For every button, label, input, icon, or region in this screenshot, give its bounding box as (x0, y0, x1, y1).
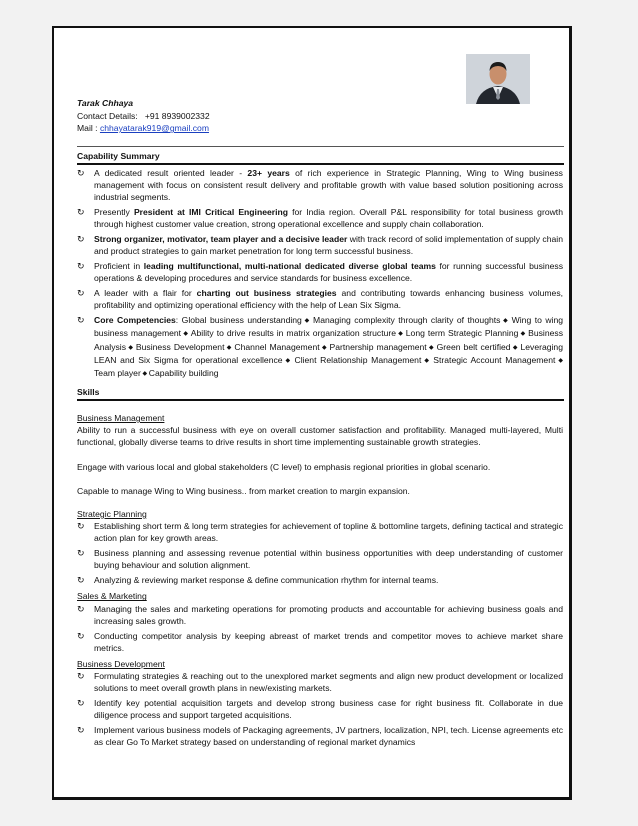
strategic-planning-title: Strategic Planning (77, 509, 147, 520)
diamond-icon: ◆ (518, 331, 529, 338)
list-item: ↻ Identify key potential acquisition targets and develop strong business case for right business fit. Collaborate in due diligence process and support targeted acquisitions. (77, 698, 563, 721)
refresh-circle-icon: ↻ (77, 288, 85, 299)
list-item: ↻ Presently President at IMI Critical Engineering for India region. Overall P&L responsibility for total business growth through highest customer value creation, strong operational excellence and supply chain collaboration. (77, 207, 563, 230)
capability-heading: Capability Summary (77, 150, 564, 165)
refresh-circle-icon: ↻ (77, 603, 85, 614)
diamond-icon: ◆ (282, 357, 295, 364)
refresh-circle-icon: ↻ (77, 207, 85, 218)
list-item: ↻ Strong organizer, motivator, team player and a decisive leader with track record of solid implementation of supply chain and product strategies to gain market penetration for long term successful business. (77, 234, 563, 257)
skills-heading: Skills (77, 386, 564, 401)
diamond-icon: ◆ (224, 344, 235, 351)
refresh-circle-icon: ↻ (77, 548, 85, 559)
bm-paragraph: Ability to run a successful business with eye on overall customer satisfaction and profitability. Managed multi-layered, Multi functional, globally diverse teams to drive results in short time implementing sustainable growth strategies. (77, 425, 563, 448)
bm-paragraph: Capable to manage Wing to Wing business.. from market creation to margin expansion. (77, 485, 410, 496)
core-competencies-item: ↻ Core Competencies: Global business understanding ◆ Managing complexity through clarity of thoughts ◆ Wing to wing business management ◆ Ability to drive results in matrix organization structure ◆ Long term Strategic Planning ◆ Business Analysis ◆ Business Development ◆ Channel Management ◆ Partnership management ◆ Green belt certified ◆ Leveraging LEAN and Six Sigma for operational excellence ◆ Client Relationship Management ◆ Strategic Account Management ◆ Team player ◆ Capability building (77, 315, 564, 379)
diamond-icon: ◆ (426, 344, 437, 351)
list-item: ↻ Business planning and assessing revenue potential within business opportunities with deep understanding of customer buying behaviour and solution alignment. (77, 548, 563, 571)
refresh-circle-icon: ↻ (77, 671, 85, 682)
list-item: ↻ Proficient in leading multifunctional, multi-national dedicated diverse global teams for running successful business operations & developing procedures and service standards for business excellence. (77, 261, 563, 284)
business-development-title: Business Development (77, 659, 165, 670)
diamond-icon: ◆ (421, 357, 434, 364)
capability-list (77, 167, 563, 383)
diamond-icon: ◆ (126, 344, 136, 351)
list-item: ↻ Analyzing & reviewing market response & define communication rhythm for internal teams. (77, 575, 439, 586)
refresh-circle-icon: ↻ (77, 261, 85, 272)
list-item: ↻ Conducting competitor analysis by keeping abreast of market trends and competitor moves to achieve market share metrics. (77, 630, 563, 653)
candidate-name: Tarak Chhaya (77, 98, 134, 108)
refresh-circle-icon: ↻ (77, 168, 85, 178)
diamond-icon: ◆ (510, 344, 521, 351)
refresh-circle-icon: ↻ (77, 698, 85, 709)
refresh-circle-icon: ↻ (77, 725, 85, 736)
diamond-icon: ◆ (500, 318, 512, 325)
diamond-icon: ◆ (301, 318, 314, 325)
refresh-circle-icon: ↻ (77, 234, 85, 245)
contact-block (77, 97, 563, 135)
list-item: ↻ Formulating strategies & reaching out to the unexplored market segments and align new product development or localized solutions to meet overall growth plans in new/existing markets. (77, 671, 563, 694)
list-item: ↻ Managing the sales and marketing operations for promoting products and accountable for achieving business goals and increasing sales growth. (77, 603, 563, 626)
contact-line: Contact Details: +91 8939002332 (77, 110, 210, 121)
business-management-title: Business Management (77, 413, 165, 423)
sales-marketing-title: Sales & Marketing (77, 591, 147, 602)
diamond-icon: ◆ (319, 344, 330, 351)
diamond-icon: ◆ (555, 357, 564, 364)
diamond-icon: ◆ (140, 371, 149, 378)
skills-section (77, 412, 563, 751)
divider (77, 146, 564, 147)
refresh-circle-icon: ↻ (77, 575, 85, 586)
refresh-circle-icon: ↻ (77, 630, 85, 641)
email-link[interactable]: chhayatarak919@gmail.com (99, 123, 209, 134)
list-item: ↻ A dedicated result oriented leader - 23+ years of rich experience in Strategic Planning, Wing to Wing business management with focus on consistent result delivery and profitable growth with value based solution positioning across industrial segments. (77, 168, 563, 203)
mail-line: Mail : chhayatarak919@gmail.com (77, 123, 209, 134)
phone-number: +91 8939002332 (144, 110, 210, 121)
diamond-icon: ◆ (181, 331, 191, 338)
bm-paragraph: Engage with various local and global stakeholders (C level) to emphasis regional priorities in global scenario. (77, 461, 491, 472)
list-item: ↻ Implement various business models of Packaging agreements, JV partners, localization, NPI, tech. License agreements etc as clear Go To Market strategy based on understanding of regional market dynamics (77, 725, 563, 748)
refresh-circle-icon: ↻ (77, 521, 85, 532)
refresh-circle-icon: ↻ (77, 315, 85, 326)
diamond-icon: ◆ (396, 331, 406, 338)
list-item: ↻ A leader with a flair for charting out business strategies and contributing towards enhancing business volumes, profitability and optimizing operational efficiency with the help of Lean Six Sigma. (77, 288, 564, 311)
list-item: ↻ Establishing short term & long term strategies for achievement of topline & bottomline targets, defining tactical and strategic action plan for key growth areas. (77, 521, 563, 544)
